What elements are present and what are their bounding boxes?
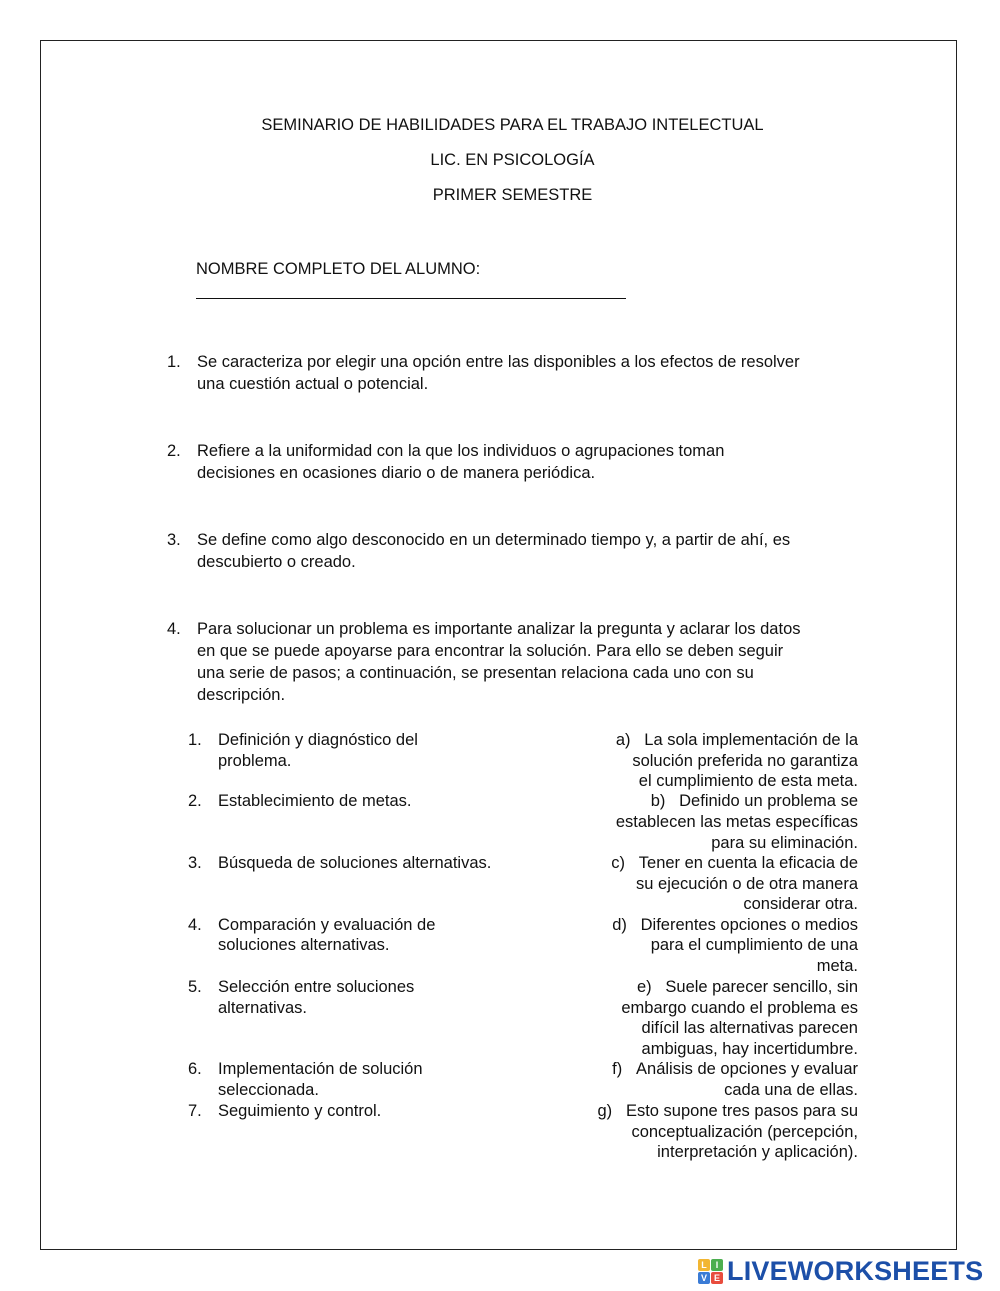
step-line: Seguimiento y control. [218, 1102, 382, 1120]
step-line: Selección entre soluciones [218, 978, 415, 996]
description-line: para el cumplimiento de una [650, 936, 858, 954]
description-text: Diferentes opciones o medios [640, 916, 858, 934]
description-text: Esto supone tres pasos para su [625, 1102, 858, 1120]
brand-name: LIVEWORKSHEETS [727, 1255, 984, 1286]
step-line: seleccionada. [218, 1081, 319, 1099]
step-line: Implementación de solución [218, 1060, 423, 1078]
logo-tile: L [698, 1259, 710, 1271]
step-number: 2. [188, 792, 202, 810]
description-line: ambiguas, hay incertidumbre. [641, 1040, 858, 1058]
description-line: para su eliminación. [711, 834, 858, 852]
question-line: decisiones en ocasiones diario o de manera periódica. [197, 464, 596, 482]
description-line: conceptualización (percepción, [631, 1123, 858, 1141]
description-line [616, 730, 858, 751]
description-letter: e) [636, 978, 652, 996]
description-line [598, 1101, 859, 1122]
question-number: 3. [167, 531, 181, 549]
question-line: una cuestión actual o potencial. [197, 375, 429, 393]
description-line [637, 977, 858, 998]
step-line: alternativas. [218, 999, 307, 1017]
description-text: La sola implementación de la [644, 731, 858, 749]
question-line: una serie de pasos; a continuación, se presentan relaciona cada uno con su [197, 664, 754, 682]
description-line: difícil las alternativas parecen [641, 1019, 858, 1037]
step-number: 5. [188, 978, 202, 996]
question-line: descripción. [197, 686, 286, 704]
description-line: embargo cuando el problema es [621, 999, 858, 1017]
liveworksheets-icon [698, 1259, 723, 1284]
liveworksheets-logo[interactable] [698, 1256, 983, 1286]
course-title: SEMINARIO DE HABILIDADES PARA EL TRABAJO INTELECTUAL [261, 116, 764, 134]
description-letter: f) [612, 1060, 623, 1078]
description-line [611, 853, 858, 874]
description-line: cada una de ellas. [724, 1081, 858, 1099]
description-line: su ejecución o de otra manera [636, 875, 858, 893]
logo-tile: E [711, 1272, 723, 1284]
student-name-label: NOMBRE COMPLETO DEL ALUMNO: [196, 260, 481, 278]
question-number: 2. [167, 442, 181, 460]
description-letter: d) [612, 916, 627, 934]
description-line: el cumplimiento de esta meta. [638, 772, 858, 790]
description-line [612, 915, 858, 936]
step-line: soluciones alternativas. [218, 936, 390, 954]
question-line: Se define como algo desconocido en un determinado tiempo y, a partir de ahí, es [197, 531, 791, 549]
step-line: Definición y diagnóstico del [218, 731, 418, 749]
logo-tile: V [698, 1272, 710, 1284]
description-letter: a) [615, 731, 631, 749]
question-line: Para solucionar un problema es importante analizar la pregunta y aclarar los datos [197, 620, 801, 638]
step-line: Establecimiento de metas. [218, 792, 412, 810]
description-line: solución preferida no garantiza [632, 752, 858, 770]
semester-title: PRIMER SEMESTRE [432, 186, 593, 204]
step-number: 3. [188, 854, 202, 872]
description-letter: b) [650, 792, 666, 810]
description-line [651, 791, 858, 812]
question-number: 4. [167, 620, 181, 638]
question-line: Se caracteriza por elegir una opción entre las disponibles a los efectos de resolver [197, 353, 800, 371]
question-line: en que se puede apoyarse para encontrar la solución. Para ello se deben seguir [197, 642, 784, 660]
step-number: 1. [188, 731, 202, 749]
step-number: 4. [188, 916, 202, 934]
question-line: descubierto o creado. [197, 553, 356, 571]
description-text: Tener en cuenta la eficacia de [638, 854, 858, 872]
description-text: Suele parecer sencillo, sin [665, 978, 858, 996]
logo-tile: I [711, 1259, 723, 1271]
description-text: Análisis de opciones y evaluar [636, 1060, 858, 1078]
description-letter: c) [611, 854, 625, 872]
description-line [612, 1059, 858, 1080]
description-line: establecen las metas específicas [615, 813, 858, 831]
step-number: 6. [188, 1060, 202, 1078]
description-line: meta. [816, 957, 858, 975]
description-text: Definido un problema se [679, 792, 858, 810]
step-line: Búsqueda de soluciones alternativas. [218, 854, 492, 872]
question-line: Refiere a la uniformidad con la que los individuos o agrupaciones toman [197, 442, 725, 460]
step-line: Comparación y evaluación de [218, 916, 436, 934]
description-line: considerar otra. [743, 895, 858, 913]
description-letter: g) [597, 1102, 613, 1120]
description-line: interpretación y aplicación). [657, 1143, 858, 1161]
student-name-line[interactable] [196, 298, 626, 299]
question-number: 1. [167, 353, 181, 371]
step-number: 7. [188, 1102, 202, 1120]
step-line: problema. [218, 752, 292, 770]
degree-title: LIC. EN PSICOLOGÍA [430, 151, 595, 169]
